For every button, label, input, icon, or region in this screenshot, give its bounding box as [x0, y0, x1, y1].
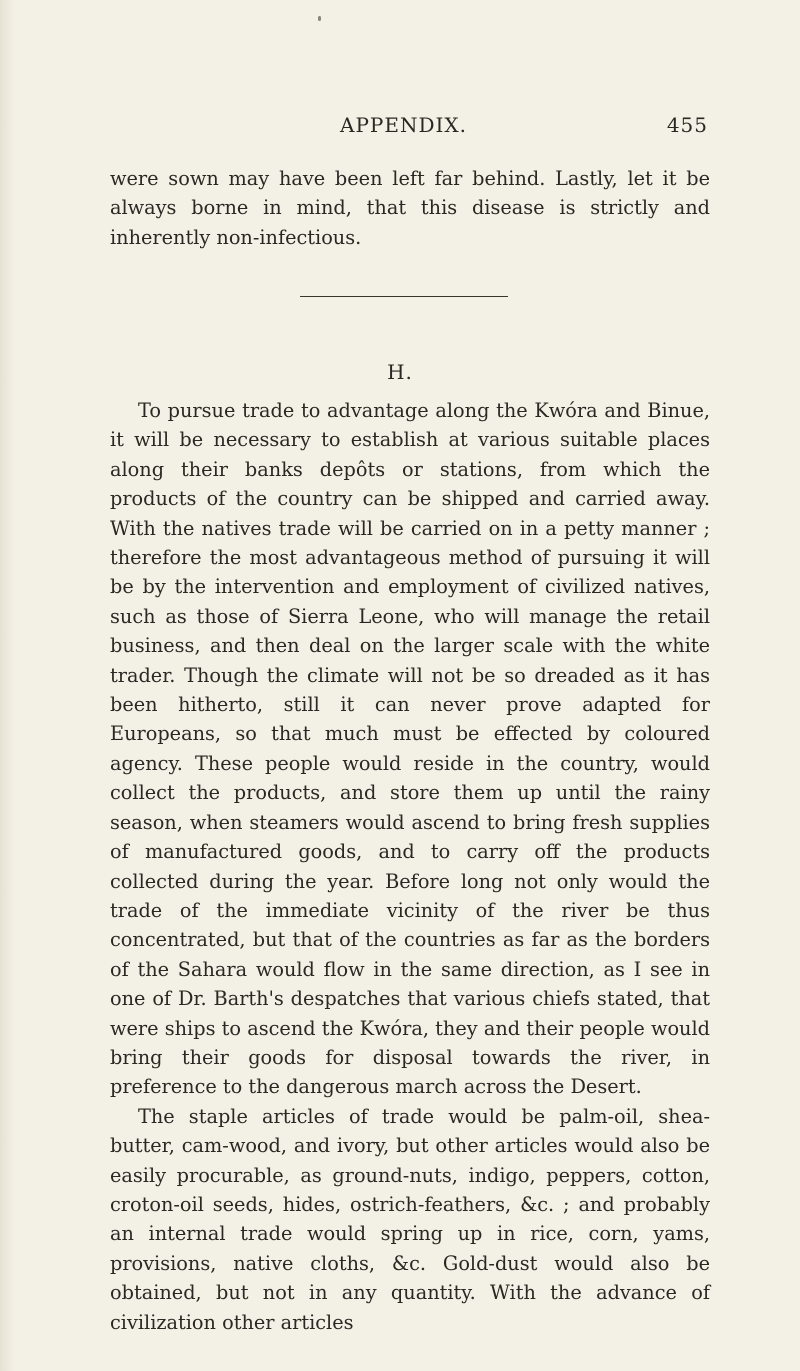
section-body: [110, 396, 710, 1337]
page-number: 455: [666, 113, 708, 137]
section-divider-rule: [300, 296, 508, 297]
paragraph-staple-articles: The staple articles of trade would be palm-oil, shea-butter, cam-wood, and ivory, but other articles would also be easily procurable, as ground-nuts, indigo, peppers, cotton, croton-oil seeds, hides, ostrich-feathers, &c. ; and probably an internal trade would spring up in rice, corn, yams, provisions, native cloths, &c. Gold-dust would also be obtained, but not in any quantity. With the advance of civilization other articles: [110, 1104, 710, 1334]
running-head: [110, 113, 710, 141]
page-gutter-shadow: [0, 0, 14, 1371]
section-heading: H.: [387, 360, 413, 384]
ink-speck: [318, 16, 321, 21]
paragraph-trade-stations: To pursue trade to advantage along the Kwóra and Binue, it will be necessary to establish at various suitable places along their banks depôts or stations, from which the products of the country can be shipped and carried away. With the natives trade will be carried on in a petty manner ; therefore the most advantageous method of pursuing it will be by the intervention and employment of civilized natives, such as those of Sierra Leone, who will manage the retail business, and then deal on the larger scale with the white trader. Though the climate will not be so dreaded as it has been hitherto, still it can never prove adapted for Europeans, so that much must be effected by coloured agency. These people would reside in the country, would collect the products, and store them up until the rainy season, when steamers would ascend to bring fresh supplies of manufactured goods, and to carry off the products collected during the year. Before long not only would the trade of the immediate vicinity of the river be thus concentrated, but that of the countries as far as the borders of the Sahara would flow in the same direction, as I see in one of Dr. Barth's despatches that various chiefs stated, that were ships to ascend the Kwóra, they and their people would bring their goods for disposal towards the river, in preference to the dangerous march across the Desert.: [110, 399, 710, 1099]
continued-paragraph: were sown may have been left far behind. Lastly, let it be always borne in mind, that this disease is strictly and inherently non-infectious.: [110, 167, 710, 249]
running-head-title: APPENDIX.: [340, 113, 467, 137]
continued-paragraph-block: [110, 164, 710, 252]
